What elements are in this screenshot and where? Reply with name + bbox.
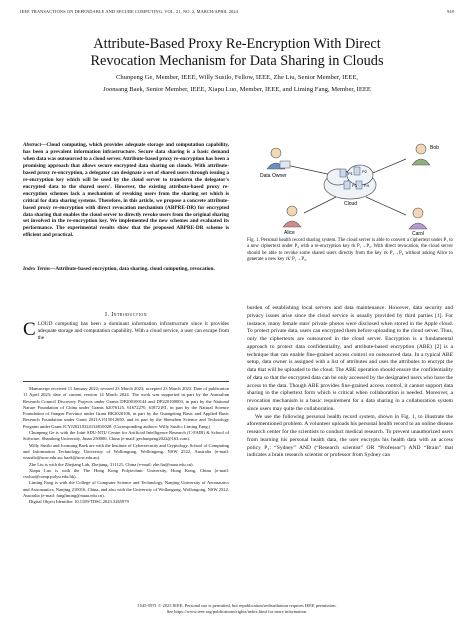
running-head — [20, 9, 454, 17]
footnote-author-liu: Zhe Liu is with the Zhejiang Lab, Zhejiang, 311121, China (e-mail: zhe.liu@nuaa.edu.cn). — [29, 461, 194, 467]
label-bob: Bob — [430, 145, 439, 151]
label-data-owner: Data Owner — [260, 173, 287, 179]
authors-line-2-text: Joonsang Baek, Senior Member, IEEE, Xiapu Luo, Member, IEEE, and Liming Fang, Member, IEEE — [103, 85, 371, 93]
footnote-rule — [23, 381, 229, 382]
body-text-right — [247, 305, 453, 460]
footnote-author-luo: Xiapu Luo is with the The Hong Kong Polytechnic University, Hong Kong, China (e-mail: csxluo@comp.polyu.edu.hk). — [23, 467, 229, 480]
arrow-cloud-bob — [368, 159, 406, 175]
label-p2: P2 — [362, 169, 367, 174]
footnote-author-ge: Chunpeng Ge is with the Joint SDU-NTU Centre for Artificial Intelligence Research (C-FAIR) & School of Software, Shandong University, Jinan 250000, China (e-mail: gechunpeng2022@163.com). — [23, 430, 229, 442]
intro-paragraph — [23, 321, 229, 342]
copyright-line-1: 1545-5971 © 2023 IEEE. Personal use is permitted, but republication/redistribution requires IEEE permission. — [137, 603, 337, 608]
section-title: Introduction — [111, 312, 147, 318]
section-heading — [23, 312, 229, 318]
authors-line-1-text: Chunpeng Ge, Member, IEEE, Willy Susilo, Fellow, IEEE, Zhe Liu, Senior Member, IEEE, — [115, 74, 359, 81]
figure-1-caption: Fig. 1. Personal health record sharing system. The cloud server is able to convert a ciphertext under P₁ to a new ciphertext under P₄ with a re-encryption key rk P₁→P₄. With direct revocation, the cloud server should be able to revoke some shared users directly from the key rk P₁→P₄ without asking Alice to generate a new key rk' P₁→P₄. — [247, 238, 453, 263]
footnote-manuscript: Manuscript received 11 January 2022; revised 23 March 2023; accepted 23 March 2023. Date of publication 11 April 2023; date of current version 14 March 2024. The work was supported in part by the Australian Research Council Discovery Projects under Grants DP200100144 and DP220100003, in part by the National Nature Foundation of China under Grants 62076125, 61672270, 61872181, in part by the Natural Science Foundation of Jiangsu Province under Grant BK2020106, in part by the Guangdong Basic and Applied Basic Research Foundation under Grant 2021A1515012650, and in part by the Shenzhen Science and Technology Program under Grant JCYJ20210324134810028. (Corresponding authors: Willy Susilo; Liming Fang.) — [23, 386, 229, 429]
label-p4: P4 — [364, 183, 369, 188]
index-terms — [23, 266, 229, 273]
title-line-1: Attribute-Based Proxy Re-Encryption With Direct — [93, 36, 381, 52]
index-terms-text: —Attribute-based encryption, data sharing, cloud computing, revocation. — [50, 266, 215, 272]
author-list — [40, 72, 434, 95]
arrow-owner-cloud — [286, 165, 332, 175]
footnotes — [23, 386, 229, 506]
body-paragraph-1: burden of establishing local servers and data maintenance. However, data security and privacy issues arise since the cloud service is usually provided by third parties [1]. For instance, many female stars' private photos were disclosed when stored in the Apple cloud. To protect private data, users can encrypted them before uploading to the cloud server. Thus, only the ciphertexts are outsourced in the cloud server. Encryption is a fundamental approach to protect data confidentiality, and attribute-based encryption (ABE) [2] is a technique that can enable fine-grained access control on outsourced data. In a typical ABE setup, data owner is assigned with a list of attributes and uses the attributes to encrypt the data that will be uploaded to the cloud. The ABE operation should ensure the confidentiality of data so that the encrypted data can be only accessed by the designated users who have the access to the data. Though ABE provides fine-grained access control, it cannot support data sharing in the ciphertext form which is critical when collaboration is needed. Moreover, a revocation mechanism is a basic requirement for a data sharing in a collaboration system since users may quite the collaboration. — [247, 305, 453, 412]
label-cloud: Cloud — [344, 201, 358, 207]
page-number: 949 — [447, 9, 454, 14]
copyright-line-2: See https://www.ieee.org/publications/rights/index.html for more information. — [166, 609, 308, 614]
footnote-author-susilo-baek: Willy Susilo and Joonsang Baek are with the Institute of Cybersecurity and Cryptology, School of Computing and Information Technology, University of Wollongong, Wollongong, NSW 2522, Australia (e-mail: wsusilo@uow.edu.au; baek@uow.edu.au). — [23, 442, 229, 461]
authors-line-1 — [40, 72, 434, 84]
footnote-author-fang: Liming Fang is with the College of Computer Science and Technology, Nanjing University of Aeronautics and Astronautics, Nanjing 210016, China, and also with the University of Wollongong, Wollongong, NSW 2522, Australia (e-mail: fangliming@nuaa.edu.cn). — [23, 480, 229, 499]
arrow-cloud-alice — [304, 197, 336, 213]
abstract — [23, 142, 229, 239]
index-terms-label: Index Terms — [23, 266, 51, 272]
journal-header: IEEE TRANSACTIONS ON DEPENDABLE AND SECURE COMPUTING, VOL. 21, NO. 2, MARCH/APRIL 2024 — [20, 9, 238, 14]
label-p1: P1 — [348, 171, 353, 176]
figure-1 — [256, 137, 456, 237]
sharing-diagram — [256, 137, 456, 237]
label-alice: Alice — [284, 230, 295, 236]
carol-icon — [409, 208, 427, 229]
title-line-2: Revocation Mechanism for Data Sharing in Clouds — [90, 53, 384, 69]
bob-icon — [412, 144, 430, 165]
paper-title — [20, 36, 454, 70]
drop-cap: C — [23, 319, 36, 340]
data-owner-icon — [267, 148, 290, 169]
authors-line-2 — [40, 84, 434, 96]
arrow-cloud-carol — [366, 197, 406, 215]
footnote-doi: Digital Object Identifier 10.1109/TDSC.2023.3265979 — [29, 499, 129, 505]
alice-icon — [283, 206, 301, 227]
label-p3: P3 — [352, 183, 357, 188]
section-number: I. — [105, 312, 110, 318]
body-paragraph-2: We use the following personal health record system, shown in Fig. 1, to illustrate the aforementioned problem. A volunteer uploads his personal health record to an online disease research center for the scientists to conduct medical research. To prevent unauthorized users from learning his personal health data, the user encrypts his health data with an access policy P₁: “Sydney” AND (“Research scientist” OR “Professor”) AND “Brain” that indicates a brain research scientist or professor from Sydney can — [247, 413, 453, 459]
copyright-notice — [20, 603, 454, 615]
abstract-text: —Cloud computing, which provides adequate storage and computation capability, has been a prevalent information infrastructure. Secure data sharing is a basic demand when data was outsourced to a cloud server. Attribute-based proxy re-encryption has been a promising approach that allows secure encrypted data sharing on clouds. With attribute-based proxy re-encryption, a delegator can designate a set of shared users through issuing a re-encryption key which will be used by the cloud server to transform the delegator's encrypted data to the shared users'. However, the existing attribute-based proxy re-encryption schemes lack a mechanism of revoking users from the sharing set which is critical for data sharing systems. Therefore, in this article, we propose a concrete attribute-based proxy re-encryption with direct revocation mechanism (ABPRE-DR) for encrypted data sharing that enables the cloud server to directly revoke users from the original sharing set involved in the re-encryption key. We implemented the new schemes and evaluated its performance. The experimental results show that the proposed ABPRE-DR scheme is efficient and practical. — [23, 142, 229, 239]
label-carol: Carol — [412, 231, 424, 237]
abstract-label: Abstract — [23, 142, 42, 148]
intro-text: LOUD computing has been a dominant information infrastructure since it provides adequate storage and computation capability. With a cloud service, a user can escape from the — [37, 321, 229, 342]
